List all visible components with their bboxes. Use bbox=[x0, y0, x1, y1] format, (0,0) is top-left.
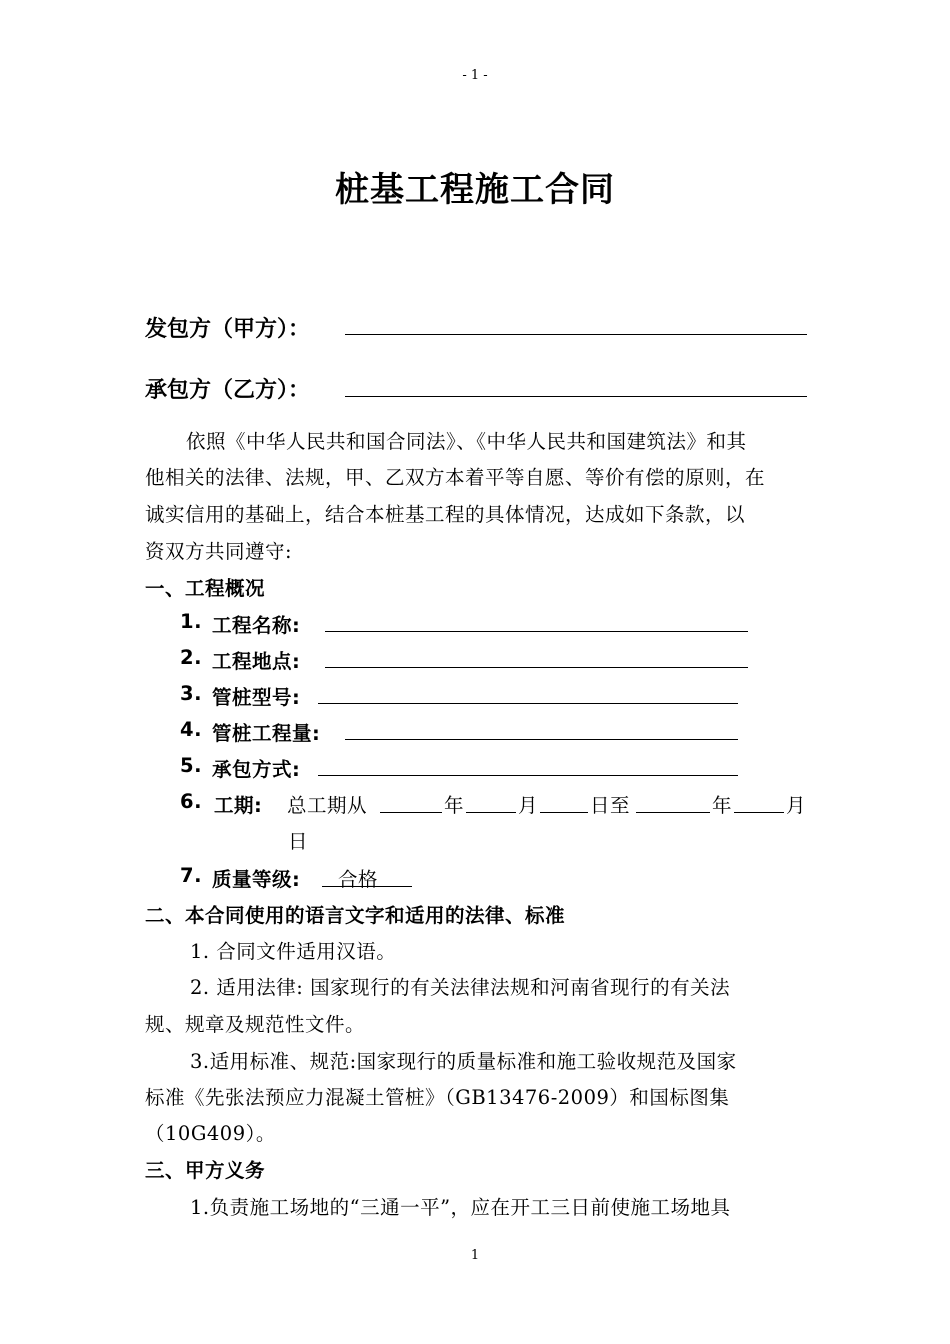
item-1-label: 工程名称: bbox=[212, 614, 301, 637]
item-2-blank bbox=[325, 667, 748, 668]
start-month-unit: 月 bbox=[518, 794, 539, 817]
preamble-line: 诚实信用的基础上，结合本桩基工程的具体情况，达成如下条款，以 bbox=[145, 503, 746, 526]
footer-page-number: 1 bbox=[470, 1248, 480, 1263]
quality-value: 合格 bbox=[338, 868, 379, 891]
preamble-line: 依照《中华人民共和国合同法》、《中华人民共和国建筑法》和其 bbox=[186, 430, 747, 453]
section-3-line: 1.负责施工场地的“三通一平”，应在开工三日前使施工场地具 bbox=[190, 1196, 731, 1219]
item-7-label: 质量等级: bbox=[212, 868, 301, 891]
page-title: 桩基工程施工合同 bbox=[335, 170, 615, 210]
section-1-heading: 一、工程概况 bbox=[145, 577, 266, 600]
item-1-number: 1. bbox=[180, 610, 202, 633]
item-4-number: 4. bbox=[180, 718, 202, 741]
end-year-unit: 年 bbox=[712, 794, 733, 817]
preamble-line: 资双方共同遵守: bbox=[145, 540, 293, 563]
item-2-number: 2. bbox=[180, 646, 202, 669]
item-2-label: 工程地点: bbox=[212, 650, 301, 673]
section-2-heading: 二、本合同使用的语言文字和适用的法律、标准 bbox=[145, 904, 566, 927]
section-2-line: （10G409）。 bbox=[145, 1122, 276, 1145]
item-1-blank bbox=[325, 631, 748, 632]
item-5-number: 5. bbox=[180, 754, 202, 777]
end-month-blank bbox=[734, 812, 784, 813]
section-2-line: 标准《先张法预应力混凝土管桩》（GB13476-2009）和国标图集 bbox=[145, 1086, 730, 1109]
schedule-total-text: 总工期从 bbox=[287, 794, 368, 817]
section-3-heading: 三、甲方义务 bbox=[145, 1159, 266, 1182]
item-6-number: 6. bbox=[180, 790, 202, 813]
party-b-blank bbox=[345, 396, 807, 397]
start-month-blank bbox=[466, 812, 516, 813]
item-4-blank bbox=[345, 739, 738, 740]
section-2-line: 1. 合同文件适用汉语。 bbox=[190, 940, 397, 963]
party-a-label: 发包方（甲方）： bbox=[145, 317, 311, 342]
end-month-unit: 月 bbox=[786, 794, 807, 817]
party-a-blank bbox=[345, 334, 807, 335]
header-page-number: - 1 - bbox=[462, 68, 488, 83]
item-3-number: 3. bbox=[180, 682, 202, 705]
item-3-label: 管桩型号: bbox=[212, 686, 301, 709]
start-day-blank bbox=[540, 812, 588, 813]
end-day-unit: 日 bbox=[288, 830, 309, 853]
section-2-line: 2. 适用法律: 国家现行的有关法律法规和河南省现行的有关法 bbox=[190, 976, 731, 999]
item-6-label: 工期: bbox=[214, 794, 263, 817]
section-2-line: 规、规章及规范性文件。 bbox=[145, 1013, 366, 1036]
item-4-label: 管桩工程量: bbox=[212, 722, 321, 745]
start-year-blank bbox=[380, 812, 442, 813]
item-7-number: 7. bbox=[180, 864, 202, 887]
item-5-label: 承包方式: bbox=[212, 758, 301, 781]
party-b-label: 承包方（乙方）： bbox=[145, 378, 311, 403]
end-year-blank bbox=[636, 812, 710, 813]
start-year-unit: 年 bbox=[444, 794, 465, 817]
item-3-blank bbox=[318, 703, 738, 704]
start-day-to: 日至 bbox=[590, 794, 631, 817]
item-5-blank bbox=[318, 775, 738, 776]
preamble-line: 他相关的法律、法规，甲、乙双方本着平等自愿、等价有偿的原则，在 bbox=[145, 466, 766, 489]
section-2-line: 3.适用标准、规范:国家现行的质量标准和施工验收规范及国家 bbox=[190, 1050, 737, 1073]
